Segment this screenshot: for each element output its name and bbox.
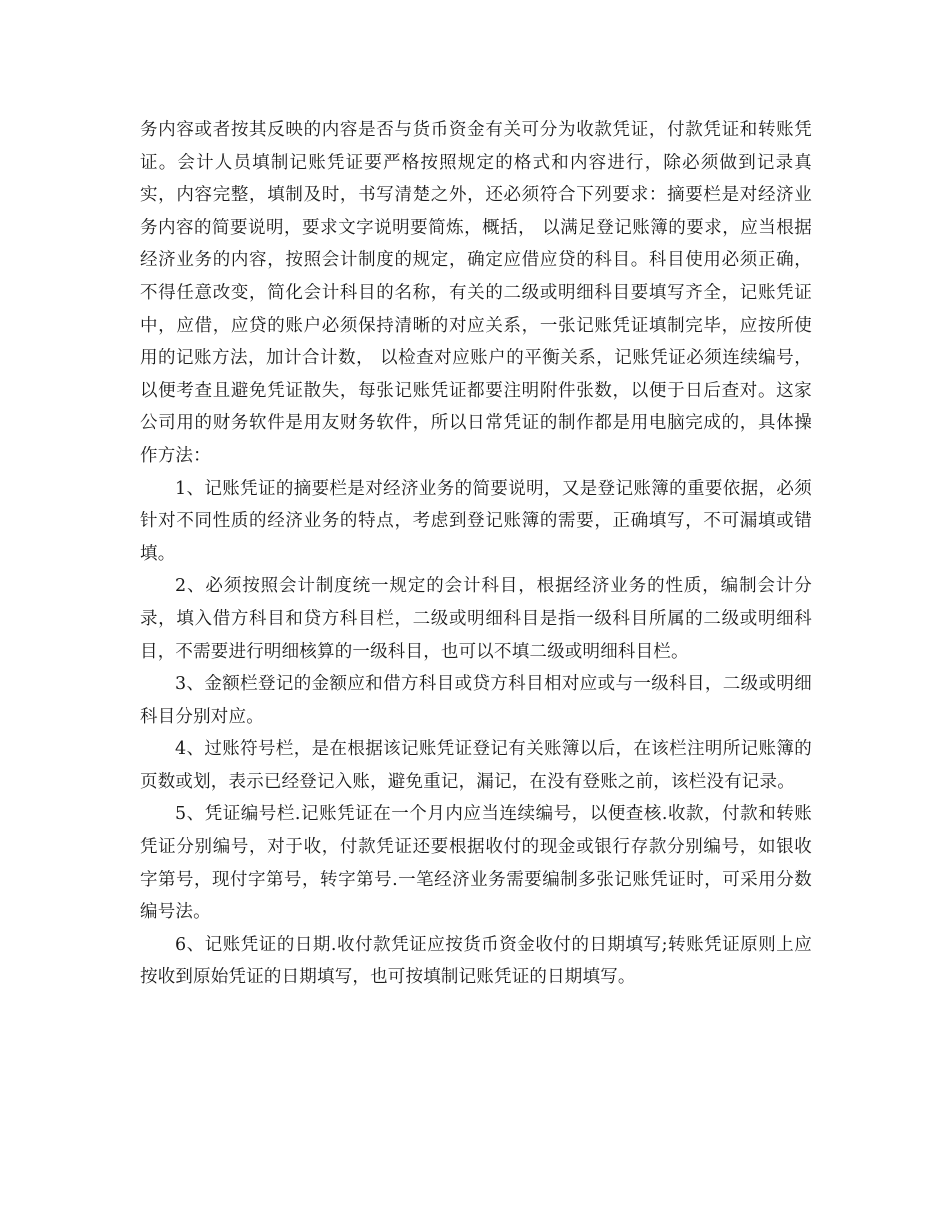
paragraph-item-2: 2、必须按照会计制度统一规定的会计科目，根据经济业务的性质，编制会计分录，填入借方科目和贷方科目栏，二级或明细科目是指一级科目所属的二级或明细科目，不需要进行明细核算的一级科目，也可以不填二级或明细科目栏。 bbox=[140, 576, 812, 662]
paragraph-item-5: 5、凭证编号栏.记账凭证在一个月内应当连续编号，以便查核.收款，付款和转账凭证分别编号，对于收，付款凭证还要根据收付的现金或银行存款分别编号，如银收字第号，现付字第号，转字第号.一笔经济业务需要编制多张记账凭证时，可采用分数编号法。 bbox=[140, 804, 812, 923]
paragraph-item-3: 3、金额栏登记的金额应和借方科目或贷方科目相对应或与一级科目，二级或明细科目分别对应。 bbox=[140, 674, 812, 727]
paragraph-item-4: 4、过账符号栏，是在根据该记账凭证登记有关账簿以后，在该栏注明所记账簿的页数或划，表示已经登记入账，避免重记，漏记，在没有登账之前，该栏没有记录。 bbox=[140, 739, 812, 792]
paragraph-item-6: 6、记账凭证的日期.收付款凭证应按货币资金收付的日期填写;转账凭证原则上应按收到原始凭证的日期填写，也可按填制记账凭证的日期填写。 bbox=[140, 934, 812, 988]
paragraph-continuation: 务内容或者按其反映的内容是否与货币资金有关可分为收款凭证，付款凭证和转账凭证。会计人员填制记账凭证要严格按照规定的格式和内容进行，除必须做到记录真实，内容完整，填制及时，书写清楚之外，还必须符合下列要求：摘要栏是对经济业务内容的简要说明，要求文字说明要简炼，概括， 以满足登记账簿的要求，应当根据经济业务的内容，按照会计制度的规定，确定应借应贷的科目。科目使用必须正确，不得任意改变，简化会计科目的名称，有关的二级或明细科目要填写齐全，记账凭证中，应借，应贷的账户必须保持清晰的对应关系，一张记账凭证填制完毕，应按所使用的记账方法，加计合计数， 以检查对应账户的平衡关系，记账凭证必须连续编号，以便考查且避免凭证散失，每张记账凭证都要注明附件张数，以便于日后查对。这家公司用的财务软件是用友财务软件，所以日常凭证的制作都是用电脑完成的，具体操作方法： bbox=[140, 120, 812, 466]
paragraph-item-1: 1、记账凭证的摘要栏是对经济业务的简要说明，又是登记账簿的重要依据，必须针对不同性质的经济业务的特点，考虑到登记账簿的需要，正确填写，不可漏填或错填。 bbox=[140, 478, 812, 564]
document-body bbox=[140, 114, 812, 994]
